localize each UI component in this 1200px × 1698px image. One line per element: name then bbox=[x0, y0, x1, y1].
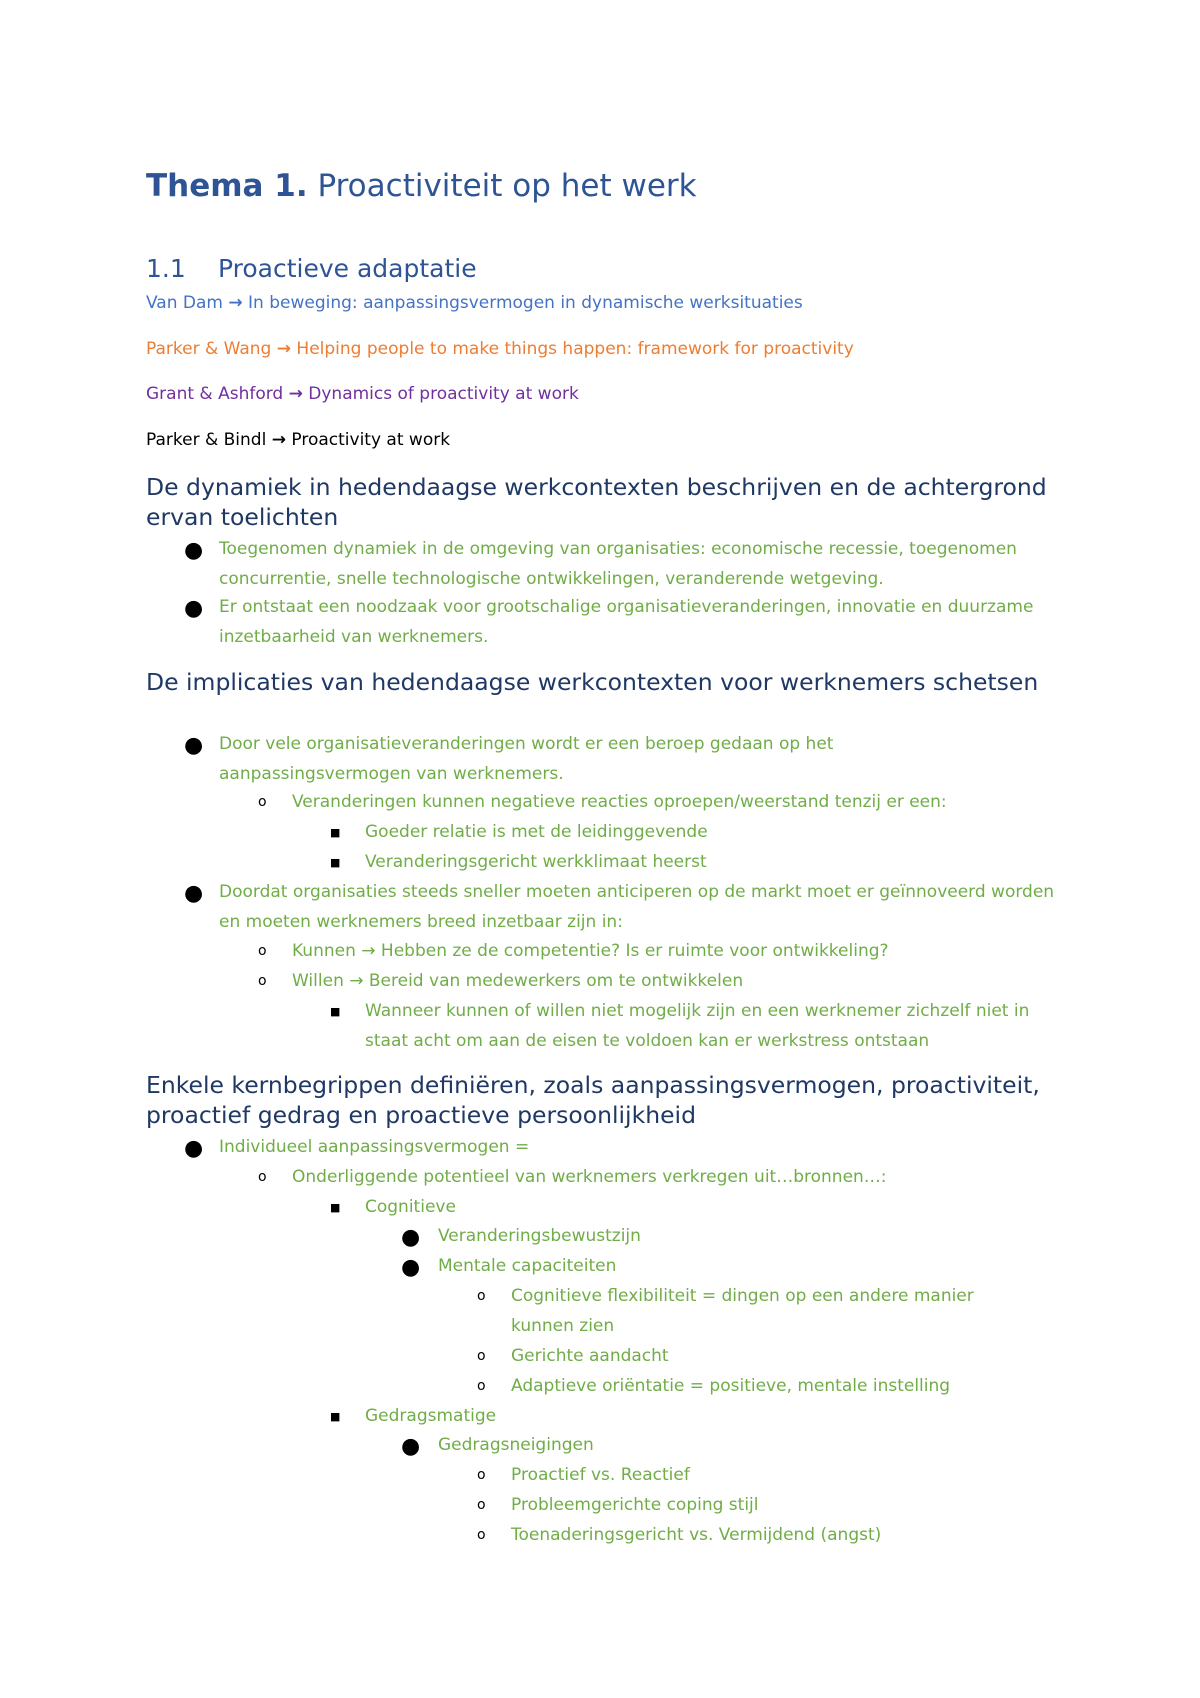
list-item: Cognitieve flexibiliteit = dingen op een andere manier kunnen zien bbox=[511, 1286, 974, 1336]
learning-goal-heading: De dynamiek in hedendaagse werkcontexten beschrijven en de achtergrond ervan toelichten bbox=[146, 473, 1047, 531]
source-author: Parker & Wang bbox=[146, 339, 272, 359]
list-item: Mentale capaciteiten bbox=[438, 1256, 617, 1276]
list-item: Probleemgerichte coping stijl bbox=[511, 1495, 759, 1515]
source-line bbox=[146, 384, 579, 404]
source-work: Proactivity at work bbox=[291, 430, 451, 450]
list-item: Gedragsneigingen bbox=[438, 1435, 594, 1455]
arrow-icon: → bbox=[276, 339, 292, 359]
list-item: Door vele organisatieveranderingen wordt er een beroep gedaan op het aanpassingsvermogen van werknemers. bbox=[219, 734, 834, 784]
bullet-circle-icon: o bbox=[477, 1378, 486, 1394]
section-heading bbox=[146, 254, 477, 283]
arrow-icon: → bbox=[271, 430, 286, 450]
bullet-circle-icon: o bbox=[477, 1527, 486, 1543]
list-item: Gerichte aandacht bbox=[511, 1346, 669, 1366]
bullet-square-icon: ■ bbox=[330, 1410, 341, 1423]
list-item: Veranderingsbewustzijn bbox=[438, 1226, 641, 1246]
bullet-square-icon: ■ bbox=[330, 826, 341, 839]
list-item: Goeder relatie is met de leidinggevende bbox=[365, 822, 708, 842]
bullet-circle-icon: o bbox=[477, 1497, 486, 1513]
list-item: Er ontstaat een noodzaak voor grootschalige organisatieveranderingen, innovatie en duurzame inzetbaarheid van werknemers. bbox=[219, 597, 1034, 647]
source-work: Dynamics of proactivity at work bbox=[308, 384, 579, 404]
title-rest: Proactiviteit op het werk bbox=[317, 168, 697, 204]
source-author: Parker & Bindl bbox=[146, 430, 267, 450]
section-number: 1.1 bbox=[146, 254, 186, 283]
bullet-dot-icon: ● bbox=[401, 1255, 421, 1280]
bullet-circle-icon: o bbox=[258, 973, 267, 989]
list-item: Cognitieve bbox=[365, 1197, 456, 1217]
bullet-circle-icon: o bbox=[477, 1288, 486, 1304]
arrow-icon: → bbox=[228, 293, 243, 313]
source-author: Van Dam bbox=[146, 293, 223, 313]
list-item: Individueel aanpassingsvermogen = bbox=[219, 1137, 530, 1157]
source-line bbox=[146, 430, 450, 450]
arrow-icon: → bbox=[288, 384, 303, 404]
list-item: Onderliggende potentieel van werknemers verkregen uit…bronnen…: bbox=[292, 1167, 887, 1187]
bullet-circle-icon: o bbox=[477, 1467, 486, 1483]
bullet-square-icon: ■ bbox=[330, 1005, 341, 1018]
list-item: Wanneer kunnen of willen niet mogelijk zijn en een werknemer zichzelf niet in staat acht om aan de eisen te voldoen kan er werkstress ontstaan bbox=[365, 1001, 1030, 1051]
bullet-dot-icon: ● bbox=[184, 881, 204, 906]
source-work: Helping people to make things happen: framework for proactivity bbox=[296, 339, 854, 359]
list-item: Kunnen → Hebben ze de competentie? Is er ruimte voor ontwikkeling? bbox=[292, 941, 889, 961]
list-item: Doordat organisaties steeds sneller moeten anticiperen op de markt moet er geïnnoveerd worden en moeten werknemers breed inzetbaar zijn in: bbox=[219, 882, 1055, 932]
bullet-dot-icon: ● bbox=[184, 733, 204, 758]
bullet-dot-icon: ● bbox=[401, 1434, 421, 1459]
bullet-square-icon: ■ bbox=[330, 856, 341, 869]
learning-goal-heading: De implicaties van hedendaagse werkcontexten voor werknemers schetsen bbox=[146, 668, 1039, 696]
list-item: Toegenomen dynamiek in de omgeving van organisaties: economische recessie, toegenomen concurrentie, snelle technologische ontwikkelingen, veranderende wetgeving. bbox=[219, 539, 1017, 589]
list-item: Proactief vs. Reactief bbox=[511, 1465, 690, 1485]
bullet-circle-icon: o bbox=[258, 794, 267, 810]
bullet-circle-icon: o bbox=[258, 943, 267, 959]
source-line bbox=[146, 339, 854, 359]
list-item: Willen → Bereid van medewerkers om te ontwikkelen bbox=[292, 971, 744, 991]
list-item: Gedragsmatige bbox=[365, 1406, 497, 1426]
document-title bbox=[146, 168, 697, 204]
bullet-circle-icon: o bbox=[258, 1169, 267, 1185]
list-item: Adaptieve oriëntatie = positieve, mentale instelling bbox=[511, 1376, 951, 1396]
bullet-circle-icon: o bbox=[477, 1348, 486, 1364]
learning-goal-heading: Enkele kernbegrippen definiëren, zoals aanpassingsvermogen, proactiviteit, proactief gedrag en proactieve persoonlijkheid bbox=[146, 1071, 1040, 1129]
source-line bbox=[146, 293, 803, 313]
bullet-dot-icon: ● bbox=[184, 538, 204, 563]
list-item: Veranderingen kunnen negatieve reacties oproepen/weerstand tenzij er een: bbox=[292, 792, 947, 812]
bullet-dot-icon: ● bbox=[184, 596, 204, 621]
bullet-dot-icon: ● bbox=[401, 1225, 421, 1250]
source-work: In beweging: aanpassingsvermogen in dynamische werksituaties bbox=[248, 293, 803, 313]
title-bold: Thema 1. bbox=[146, 168, 308, 204]
bullet-dot-icon: ● bbox=[184, 1136, 204, 1161]
section-label: Proactieve adaptatie bbox=[218, 254, 477, 283]
list-item: Toenaderingsgericht vs. Vermijdend (angst) bbox=[511, 1525, 882, 1545]
source-author: Grant & Ashford bbox=[146, 384, 284, 404]
bullet-square-icon: ■ bbox=[330, 1201, 341, 1214]
list-item: Veranderingsgericht werkklimaat heerst bbox=[365, 852, 707, 872]
